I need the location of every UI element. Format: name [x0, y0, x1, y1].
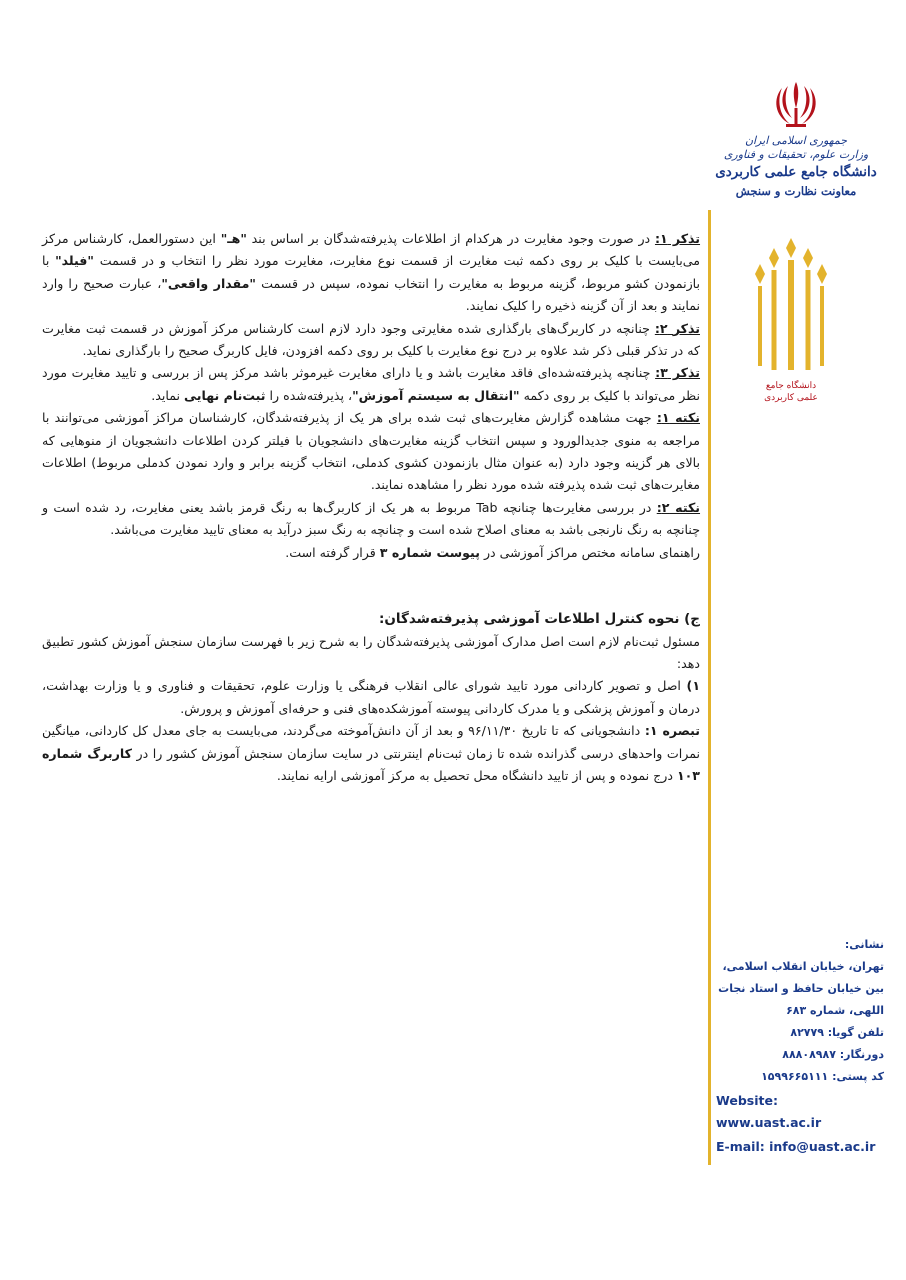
reminder-1-text-c: با بازنمودن کشو مربوط، گزینه مربوط به مغایرت را انتخاب نموده، سپس در قسمت — [42, 253, 700, 291]
reminder-3-text-a: چنانچه پذیرفته‌شده‌ای فاقد مغایرت باشد و یا دارای مغایرت غیرموثر باشد مرکز پس از بررسی و تایید مغایرت مورد نظر می‌تواند با کلیک بر روی دکمه — [42, 365, 700, 403]
clause-1-text-b: درج نموده و پس از تایید دانشگاه محل تحصیل به مرکز آموزشی ارایه نمایند. — [276, 767, 677, 783]
reminder-1-bold-c: "مقدار واقعی" — [161, 275, 256, 291]
iran-emblem-icon — [772, 78, 820, 130]
clause-1-label: تبصره ۱: — [644, 723, 701, 739]
reminder-1-text-d: ، عبارت صحیح را وارد نمایند و بعد از آن گزینه ذخیره را کلیک نمایند. — [42, 275, 700, 314]
clause-1-text-a: دانشجویانی که تا تاریخ ۹۶/۱۱/۳۰ و بعد از آن دانش‌آموخته می‌گردند، می‌بایست به جای معدل کل کاردانی، میانگین نمرات واحدهای درسی گذرانده شده تا زمان ثبت‌نام اینترنتی در سایت سازمان سنجش آموزش کشور را در — [42, 723, 700, 761]
note-2-text: در بررسی مغایرت‌ها چنانچه Tab مربوط به هر یک از کاربرگ‌ها به رنگ قرمز باشد یعنی مغایرت، رد شده است و چنانچه به رنگ نارنجی باشد به معنای اصلاح شده است و چنانچه به رنگ سبز درآید به معنای تایید مغایرت می‌باشد. — [42, 499, 700, 538]
reminder-1-text-a: در صورت وجود مغایرت در هرکدام از اطلاعات پذیرفته‌شدگان بر اساس بند — [246, 231, 655, 246]
clause-1-form-ref: کاربرگ شماره ۱۰۳ — [42, 745, 700, 783]
reminder-3-bold-a: "انتقال به سیستم آموزش" — [352, 387, 520, 403]
section-intro: مسئول ثبت‌نام لازم است اصل مدارک آموزشی پذیرفته‌شدگان را به شرح زیر با فهرست سازمان سنجش آموزش کشور تطبیق دهد: — [42, 633, 700, 671]
website-link[interactable]: Website: www.uast.ac.ir — [716, 1093, 822, 1130]
reminder-3-bold-b: ثبت‌نام نهایی — [184, 387, 266, 403]
note-2 — [42, 497, 700, 542]
office-name: معاونت نظارت و سنجش — [735, 184, 857, 199]
ministry-name: وزارت علوم، تحقیقات و فناوری — [723, 147, 869, 161]
requirement-item-1 — [42, 675, 700, 720]
reminder-1-bold-a: "هـ" — [220, 231, 247, 246]
note-2-label: نکته ۲: — [656, 499, 701, 515]
address-text: تهران، خیابان انقلاب اسلامی، بین خیابان حافظ و استاد نجات اللهی، شماره ۶۸۳ — [718, 960, 884, 1017]
phone-text: تلفن گویا: ۸۲۷۷۹ — [790, 1026, 884, 1039]
reminder-1-text-b: این دستورالعمل، کارشناس مرکز می‌بایست با کلیک بر روی دکمه ثبت مغایرت از قسمت نوع مغایرت، مغایرت مورد نظر را انتخاب و در قسمت — [42, 231, 700, 269]
reminder-3-text-b: ، پذیرفته‌شده را — [265, 387, 353, 403]
fax-text: دورنگار: ۸۸۸۰۸۹۸۷ — [782, 1048, 884, 1061]
university-name: دانشگاه جامع علمی کاربردی — [715, 163, 877, 180]
guide-reference — [42, 542, 700, 564]
contact-info — [716, 934, 884, 1158]
item-1-number: ۱) — [686, 678, 700, 694]
address-title: نشانی: — [844, 938, 884, 951]
reminder-2-text: چنانچه در کاربرگ‌های بارگذاری شده مغایرتی وجود دارد لازم است کارشناس مرکز آموزش در قسمت ثبت مغایرت که در تذکر قبلی ذکر شد علاوه بر درج نوع مغایرت با کلیک بر روی دکمه افزودن، فایل کاربرگ صحیح را بارگذاری نماید. — [42, 320, 700, 359]
svg-text:علمی کاربردی: علمی کاربردی — [764, 393, 818, 403]
reminder-2 — [42, 318, 700, 363]
reminder-2-label: تذکر ۲: — [654, 320, 700, 336]
reminder-3-text-c: نماید. — [151, 387, 184, 403]
note-1-text: جهت مشاهده گزارش مغایرت‌های ثبت شده برای هر یک از پذیرفته‌شدگان، کارشناسان مراکز آموزشی می‌توانند با مراجعه به منوی جدیدالورود و سپس انتخاب گزینه مغایرت‌های دانشجویان با فیلتر کردن اطلاعات دانشجویان از منوهایی که بالای هر گزینه وجود دارد (به عنوان مثال بازنمودن کشوی کدملی، انتخاب گزینه برابر و وارد نمودن کدملی مربوط) اطلاعات مغایرت‌های ثبت شده پذیرفته شده مورد نظر را مشاهده نمایند. — [42, 410, 700, 493]
reminder-3-label: تذکر ۳: — [655, 365, 701, 381]
guide-text-b: قرار گرفته است. — [285, 544, 380, 560]
guide-appendix: پیوست شماره ۳ — [379, 544, 480, 560]
section-spacer — [42, 564, 700, 608]
svg-text:دانشگاه جامع: دانشگاه جامع — [765, 381, 817, 391]
note-1-label: نکته ۱: — [656, 410, 700, 426]
clause-1 — [42, 720, 700, 787]
email-link[interactable]: E-mail: info@uast.ac.ir — [716, 1139, 876, 1154]
item-1-text: اصل و تصویر کاردانی مورد تایید شورای عالی انقلاب فرهنگی یا وزارت علوم، تحقیقات و فناوری و یا وزارت بهداشت، درمان و آموزش پزشکی و یا مدرک کاردانی پیوسته آموزشکده‌های فنی و حرفه‌ای آموزش و پرورش. — [42, 678, 700, 716]
guide-text-a: راهنمای سامانه مختص مراکز آموزشی در — [479, 544, 700, 560]
letterhead — [712, 78, 880, 199]
country-name: جمهوری اسلامی ایران — [744, 134, 848, 147]
document-body — [42, 228, 700, 787]
reminder-3 — [42, 362, 700, 407]
note-1 — [42, 407, 700, 497]
postal-code-text: کد پستی: ۱۵۹۹۶۶۵۱۱۱ — [761, 1070, 884, 1083]
university-logo-icon — [752, 236, 830, 416]
section-heading: ج) نحوه کنترل اطلاعات آموزشی پذیرفته‌شدگان: — [378, 611, 700, 628]
reminder-1-bold-b: "فیلد" — [55, 253, 94, 269]
sidebar-divider — [708, 210, 711, 1165]
reminder-1-label: تذکر ۱: — [654, 231, 701, 246]
reminder-1 — [42, 228, 700, 318]
